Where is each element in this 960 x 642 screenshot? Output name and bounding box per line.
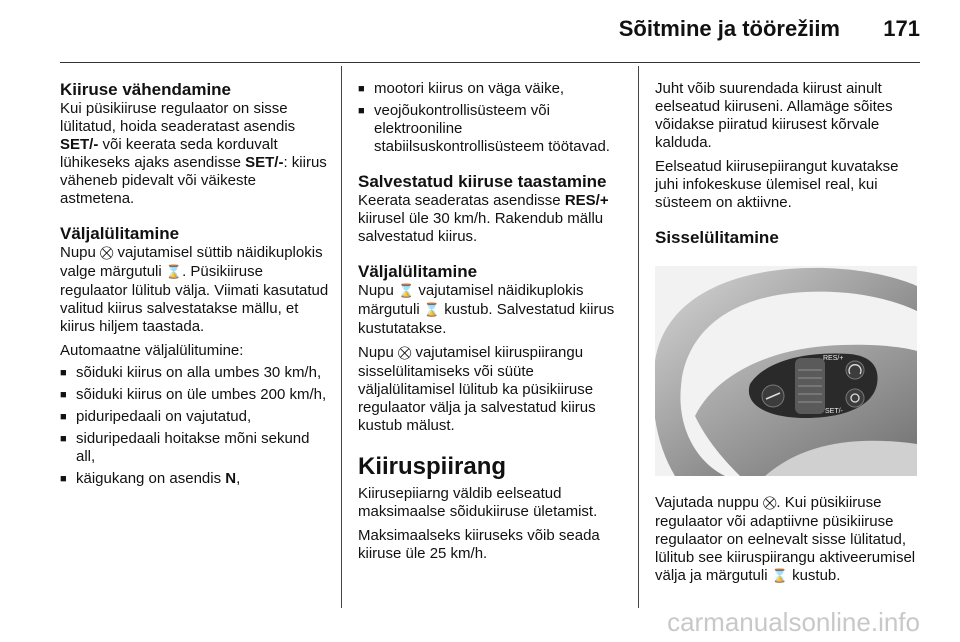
list-item: ■ siduripedaali hoitakse mõni sekund all, [60, 430, 330, 466]
paragraph-limiter-3: Juht võib suurendada kiirust ainult eelseatud kiiruseni. Allamäge sõites võidakse piiratud kiirusest kõrvale kalduda. [655, 80, 893, 151]
speed-limiter-icon: ⛒ [398, 346, 412, 361]
paragraph-activation: Vajutada nuppu ⛒. Kui püsikiiruse regulaator või adaptiivne püsikiiruse regulaator on eelnevalt sisse lülitatud, lülitub see kiiruspiirangu aktiveerumisel välja ja märgutuli ⌛ kustub. [655, 494, 916, 584]
res-label: RES/+ [823, 355, 844, 362]
column-divider-1 [341, 66, 342, 608]
paragraph-deactivation: Nupu ⛒ vajutamisel süttib näidikuplokis valge märgutuli ⌛. Püsikiiruse regulaator lülitub välja. Viimati kasutatud valitud kiirus salvestatakse mällu, et kiirus hiljem taastada. [60, 244, 329, 335]
list-item: ■ mootori kiirus on väga väike, [358, 80, 628, 98]
header-divider [60, 62, 920, 63]
paragraph-deactivation-2b: Nupu ⛒ vajutamisel kiiruspiirangu sisselülitamiseks või süüte väljalülitamisel lülitub ka püsikiiruse regulaator välja ja salvestatud kiirus kustub mälust. [358, 344, 596, 434]
column-divider-2 [638, 66, 639, 608]
set-label: SET/- [825, 408, 843, 415]
page-title: Sõitmine ja töörežiim [618, 16, 840, 41]
auto-deactivation-list-cont [358, 80, 628, 156]
speed-limiter-icon: ⛒ [763, 496, 777, 511]
page-header [60, 14, 920, 54]
cruise-indicator-icon: ⌛ [398, 284, 415, 299]
cruise-indicator-icon: ⌛ [165, 265, 183, 280]
steering-wheel-svg [655, 266, 917, 476]
heading-restore-speed: Salvestatud kiiruse taastamine [358, 172, 607, 191]
column-1 [60, 80, 330, 488]
list-item: ■ käigukang on asendis N, [60, 470, 330, 488]
paragraph-limiter-1: Kiirusepiiarng väldib eelseatud maksimaalse sõidukiiruse ületamist. [358, 485, 598, 520]
list-item: ■ veojõukontrollisüsteem või elektrooniline stabiilsuskontrollisüsteem töötavad. [358, 102, 628, 156]
heading-activation: Sisselülitamine [655, 228, 779, 247]
paragraph-speed-reduce: Kui püsikiiruse regulaator on sisse lülitatud, hoida seaderatast asendis SET/- või keerata seda korduvalt lühikeseks ajaks asendisse SET/-: kiirus väheneb pidevalt või väikeste astmetena. [60, 100, 327, 207]
watermark: carmanualsonline.info [667, 607, 920, 637]
column-3 [655, 80, 925, 586]
speed-limiter-button-icon [846, 389, 864, 407]
column-2 [358, 80, 628, 563]
heading-speed-limiter: Kiiruspiirang [358, 453, 507, 480]
auto-deactivation-list [60, 364, 330, 488]
cruise-indicator-icon: ⌛ [771, 569, 788, 584]
heading-speed-reduce: Kiiruse vähendamine [60, 80, 232, 99]
paragraph-limiter-4: Eelseatud kiirusepiirangut kuvatakse juhi infokeskuse ülemisel real, kui süsteem on aktiivne. [655, 158, 899, 211]
cancel-button-icon: ⛒ [100, 246, 114, 261]
heading-deactivation: Väljalülitamine [60, 224, 180, 243]
list-item: ■ sõiduki kiirus on alla umbes 30 km/h, [60, 364, 330, 382]
steering-wheel-illustration [655, 266, 917, 476]
paragraph-limiter-2: Maksimaalseks kiiruseks võib seada kiiruse üle 25 km/h. [358, 527, 600, 562]
heading-deactivation-2: Väljalülitamine [358, 262, 478, 281]
list-item: ■ piduripedaali on vajutatud, [60, 408, 330, 426]
cruise-indicator-icon: ⌛ [423, 303, 441, 318]
paragraph-deactivation-2a: Nupu ⌛ vajutamisel näidikuplokis märgutuli ⌛ kustub. Salvestatud kiirus kustutatakse. [358, 282, 615, 337]
list-item: ■ sõiduki kiirus on üle umbes 200 km/h, [60, 386, 330, 404]
paragraph-restore-speed: Keerata seaderatas asendisse RES/+ kiirusel üle 30 km/h. Rakendub mällu salvestatud kiirus. [358, 192, 609, 245]
auto-deactivation-intro: Automaatne väljalülitumine: [60, 342, 244, 359]
page-number: 171 [883, 16, 920, 41]
